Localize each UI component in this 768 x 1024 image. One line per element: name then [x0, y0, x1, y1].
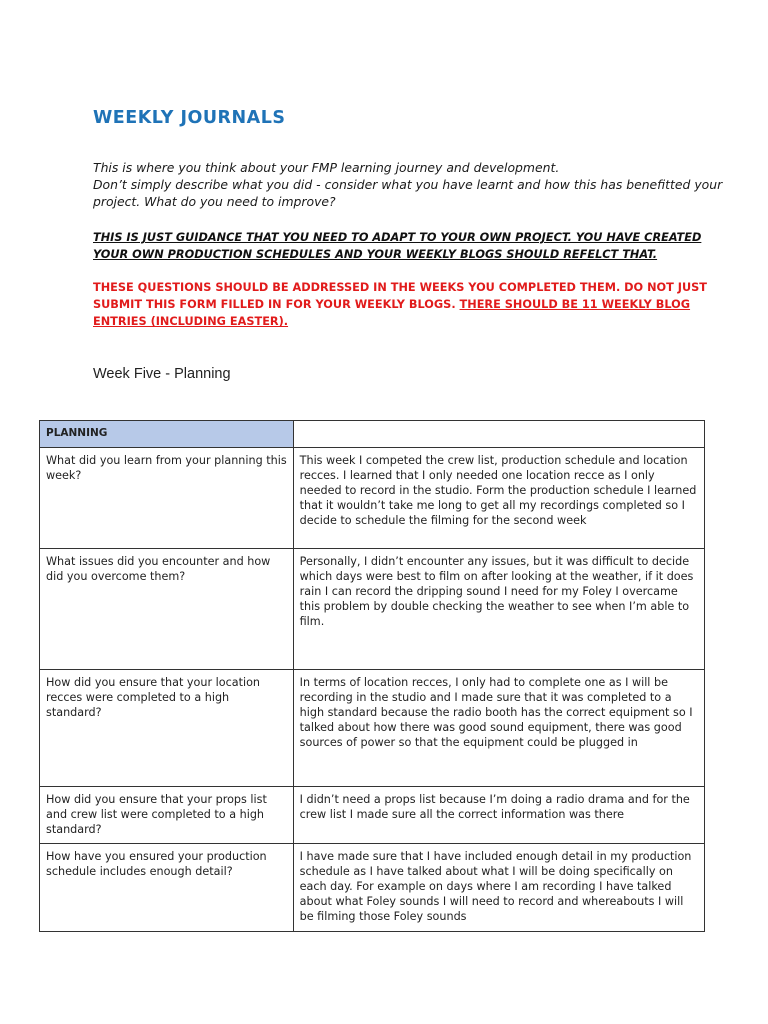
warning-text: [93, 279, 733, 330]
answer-cell: I have made sure that I have included enough detail in my production schedule as I have talked about what I will be doing specifically on each day. For example on days where I am recording I have talked about what Foley sounds I will need to record and whereabouts I will be filming those Foley sounds: [293, 844, 704, 932]
answer-cell: I didn’t need a props list because I’m doing a radio drama and for the crew list I made sure all the correct information was there: [293, 787, 704, 844]
week-heading: Week Five - Planning: [93, 366, 231, 382]
question-cell: How did you ensure that your location recces were completed to a high standard?: [40, 670, 294, 787]
intro-text: [93, 159, 733, 210]
journal-table: [39, 420, 705, 932]
answer-cell: This week I competed the crew list, production schedule and location recces. I learned that I only needed one location recce as I only needed to record in the studio. Form the production schedule I learned that it wouldn’t take me long to get all my recordings completed so I decide to schedule the filming for the second week: [293, 448, 704, 549]
answer-cell: Personally, I didn’t encounter any issues, but it was difficult to decide which days were best to film on after looking at the weather, if it does rain I can record the dripping sound I need for my Foley I overcame this problem by double checking the weather to see when I’m able to film.: [293, 549, 704, 670]
table-row: [40, 670, 705, 787]
table-header-value: [293, 421, 704, 448]
question-cell: What issues did you encounter and how did you overcome them?: [40, 549, 294, 670]
table-row: [40, 844, 705, 932]
table-header-label: PLANNING: [40, 421, 294, 448]
page-title: WEEKLY JOURNALS: [93, 108, 286, 128]
table-header-row: [40, 421, 705, 448]
warning-underlined: THERE SHOULD BE 11 WEEKLY BLOG ENTRIES (INCLUDING EASTER).: [93, 298, 691, 328]
table-row: [40, 787, 705, 844]
guidance-text: THIS IS JUST GUIDANCE THAT YOU NEED TO ADAPT TO YOUR OWN PROJECT. YOU HAVE CREATED YOUR OWN PRODUCTION SCHEDULES AND YOUR WEEKLY BLOGS SHOULD REFELCT THAT.: [93, 231, 702, 261]
table-row: [40, 448, 705, 549]
intro-line: Don’t simply describe what you did - consider what you have learnt and how this has benefitted your project. What do you need to improve?: [93, 177, 723, 209]
intro-line: This is where you think about your FMP learning journey and development.: [93, 160, 560, 175]
table-row: [40, 549, 705, 670]
warning-main: THESE QUESTIONS SHOULD BE ADDRESSED IN THE WEEKS YOU COMPLETED THEM. DO NOT JUST SUBMIT THIS FORM FILLED IN FOR YOUR WEEKLY BLOGS.: [93, 281, 708, 311]
question-cell: How did you ensure that your props list and crew list were completed to a high standard?: [40, 787, 294, 844]
question-cell: What did you learn from your planning this week?: [40, 448, 294, 549]
answer-cell: In terms of location recces, I only had to complete one as I will be recording in the studio and I made sure that it was completed to a high standard because the radio booth has the correct equipment so I talked about how there was good sound equipment, there was good sources of power so that the equipment could be plugged in: [293, 670, 704, 787]
question-cell: How have you ensured your production schedule includes enough detail?: [40, 844, 294, 932]
